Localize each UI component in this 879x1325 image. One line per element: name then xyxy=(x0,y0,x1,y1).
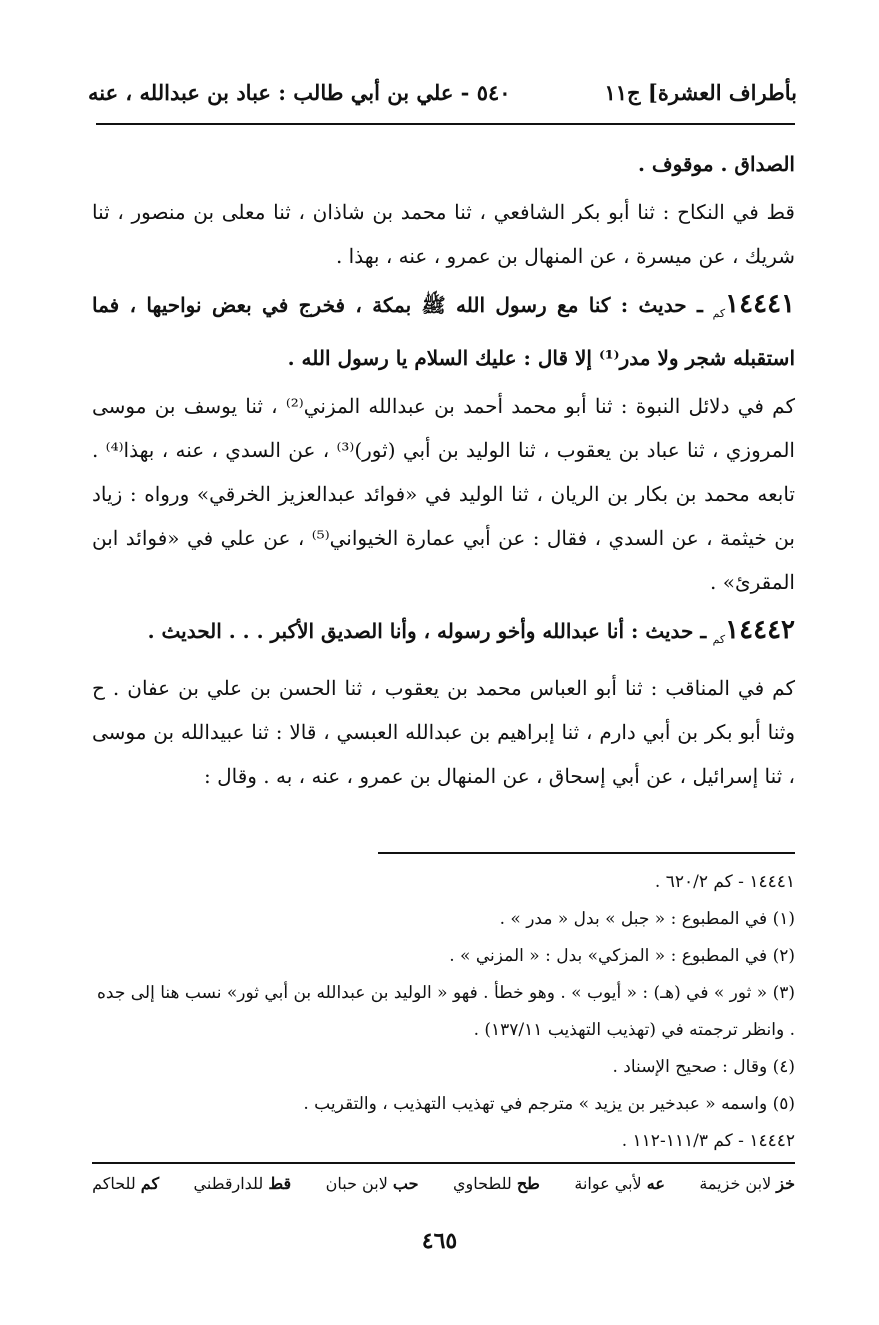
page-number: ٤٦٥ xyxy=(421,1228,458,1254)
abbreviation-item: طح للطحاوي xyxy=(452,1174,540,1193)
footnote-item: (٣) « ثور » في (هـ) : « أيوب » . وهو خطأ . فهو « الوليد بن عبدالله بن أبي ثور» نسب هنا إلى جده . وانظر ترجمته في (تهذيب التهذيب ١٣٧/١١) . xyxy=(97,983,795,1040)
abbreviation-item: قط للدارقطني xyxy=(193,1174,292,1193)
paragraph-mawquf: الصداق . موقوف . xyxy=(637,152,795,176)
abbreviation-item: خز لابن خزيمة xyxy=(699,1174,795,1193)
footnote-item: ١٤٤٤١ - كم ٦٢٠/٢ . xyxy=(654,872,795,892)
footnote-item: (٥) واسمه « عبدخير بن يزيد » مترجم في تهذيب التهذيب ، والتقريب . xyxy=(303,1094,795,1114)
paragraph-qt-nikah: قط في النكاح : ثنا أبو بكر الشافعي ، ثنا محمد بن شاذان ، ثنا معلى بن منصور ، ثنا شريك ، عن ميسرة ، عن المنهال بن عمرو ، عنه ، بهذا . xyxy=(92,200,795,268)
main-text xyxy=(92,142,795,802)
hadith-source-tag: كم xyxy=(712,633,726,646)
running-head-chapter: ٥٤٠ - علي بن أبي طالب : عباد بن عبدالله ، عنه xyxy=(88,79,511,105)
hadith-number: ١٤٤٤١ xyxy=(725,289,795,319)
footnotes xyxy=(92,864,795,1160)
header-rule xyxy=(96,123,795,125)
abbreviations-rule xyxy=(92,1162,795,1164)
footnote-item: (١) في المطبوع : « جبل » بدل « مدر » . xyxy=(499,909,795,929)
abbreviation-item: كم للحاكم xyxy=(92,1174,160,1193)
hadith-text: ـ حديث : كنا مع رسول الله ﷺ بمكة ، فخرج في بعض نواحيها ، فما استقبله شجر ولا مدر⁽¹⁾ إلا قال : عليك السلام يا رسول الله . xyxy=(92,293,795,370)
running-head xyxy=(88,64,797,120)
hadith-1441 xyxy=(92,282,795,380)
footnote-item: (٢) في المطبوع : « المزكي» بدل : « المزني » . xyxy=(449,946,795,966)
paragraph-manaqib: كم في المناقب : ثنا أبو العباس محمد بن يعقوب ، ثنا الحسن بن علي بن عفان . ح وثنا أبو بكر بن أبي دارم ، ثنا إبراهيم بن عبدالله العبسي ، قالا : ثنا عبيدالله بن موسى ، ثنا إسرائيل ، عن أبي إسحاق ، عن المنهال بن عمرو ، عنه ، به . وقال : xyxy=(92,676,795,788)
footnote-item: ١٤٤٤٢ - كم ١١١/٣-١١٢ . xyxy=(621,1131,795,1151)
hadith-source-tag: كم xyxy=(712,307,726,320)
paragraph-dalail: كم في دلائل النبوة : ثنا أبو محمد أحمد بن عبدالله المزني⁽²⁾ ، ثنا يوسف بن موسى المروزي ، ثنا عباد بن يعقوب ، ثنا الوليد بن أبي (ثور)⁽³⁾ ، عن السدي ، عنه ، بهذا⁽⁴⁾ . تابعه محمد بن بكار بن الريان ، ثنا الوليد في «فوائد عبدالعزيز الخرقي» ورواه : زياد بن خيثمة ، عن السدي ، فقال : عن أبي عمارة الخيواني⁽⁵⁾ ، عن علي في «فوائد ابن المقرئ» . xyxy=(92,394,795,594)
footnote-rule xyxy=(378,852,795,854)
abbreviation-item: حب لابن حبان xyxy=(325,1174,419,1193)
hadith-number: ١٤٤٤٢ xyxy=(725,615,795,645)
abbreviations-key xyxy=(92,1174,795,1193)
hadith-text: ـ حديث : أنا عبدالله وأخو رسوله ، وأنا الصديق الأكبر . . . الحديث . xyxy=(147,619,707,643)
hadith-1442 xyxy=(92,608,795,662)
running-head-volume: بأطراف العشرة] ج١١ xyxy=(604,79,797,105)
abbreviation-item: عه لأبي عوانة xyxy=(574,1174,665,1193)
footnote-item: (٤) وقال : صحيح الإسناد . xyxy=(612,1057,795,1077)
